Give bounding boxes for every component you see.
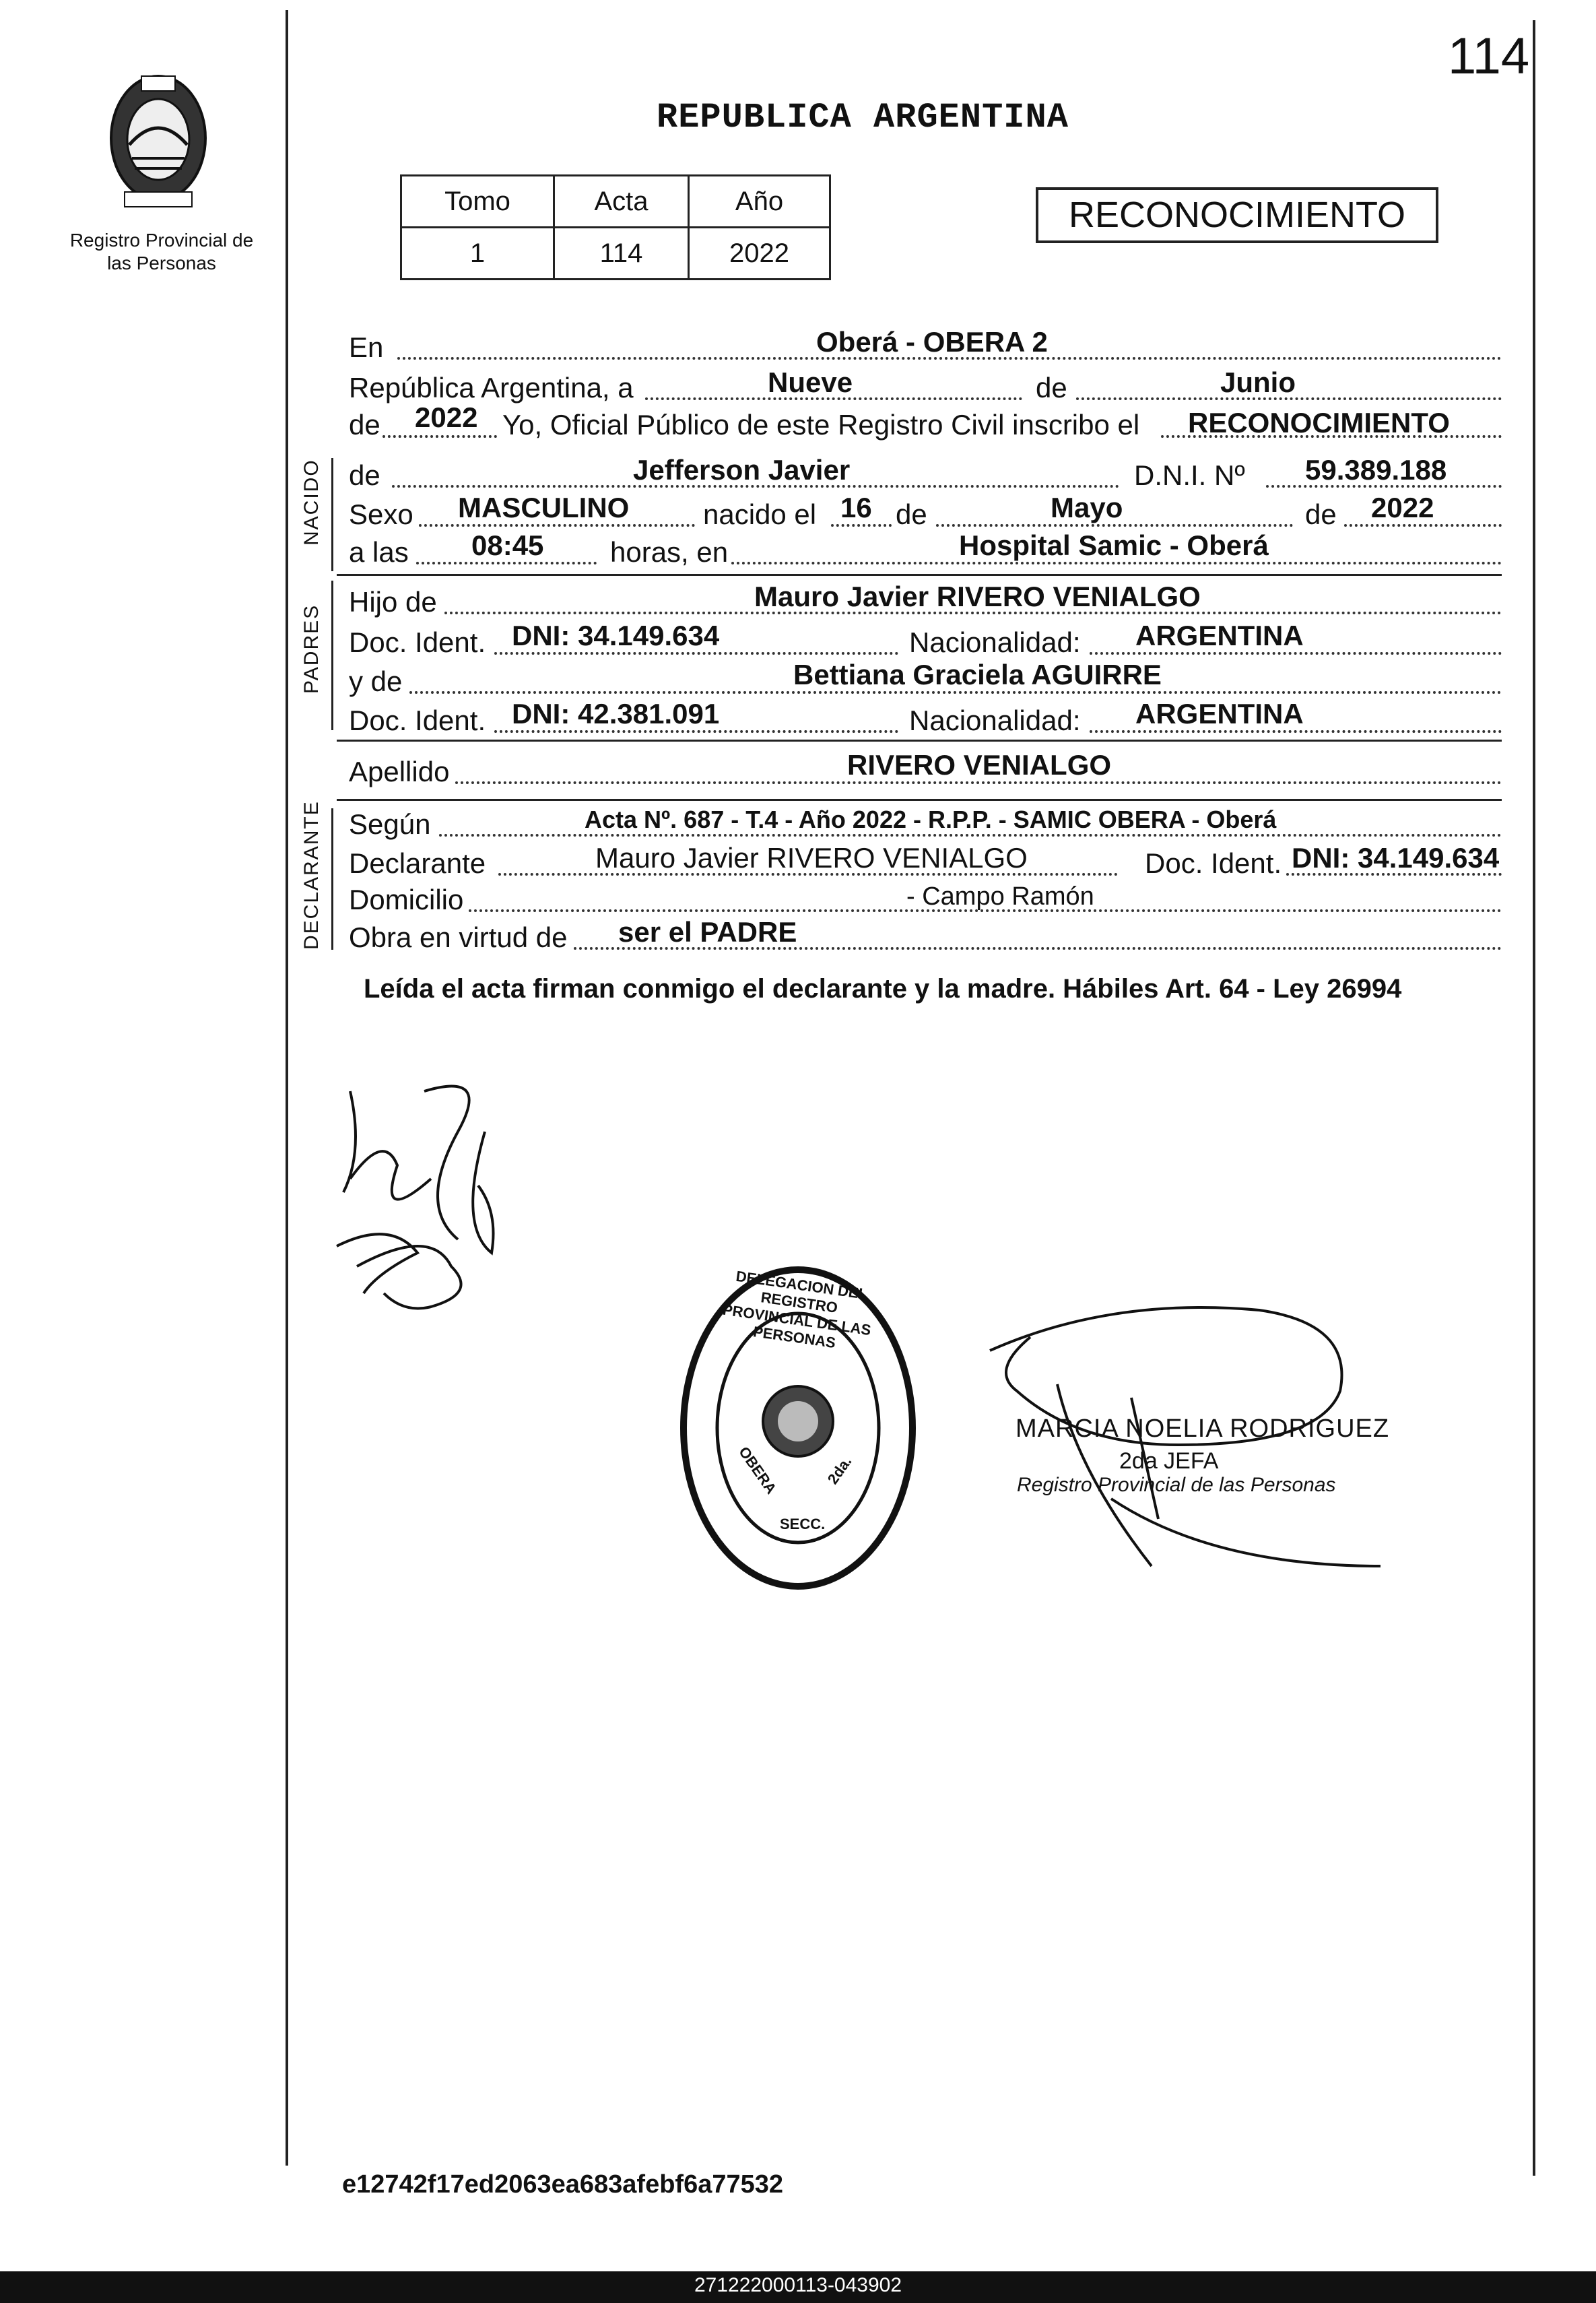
father-nat-dots — [1090, 652, 1502, 655]
footer-code: 271222000113-043902 — [694, 2274, 902, 2296]
province-emblem — [88, 64, 229, 212]
father-doc-value: DNI: 34.149.634 — [512, 620, 720, 651]
registry-name: Registro Provincial de las Personas — [69, 230, 254, 273]
official-role: 2da JEFA — [1119, 1448, 1219, 1474]
yde-label: y de — [349, 666, 403, 697]
child-name-value: Jefferson Javier — [633, 454, 851, 486]
apellido-label: Apellido — [349, 756, 450, 787]
mother-dots — [409, 691, 1502, 694]
domicilio-value: - Campo Ramón — [906, 882, 1094, 911]
birth-day-dots — [831, 524, 892, 527]
nacido-label: nacido el — [703, 498, 817, 530]
father-doc-label: Doc. Ident. — [349, 626, 486, 658]
official-name: MARCIA NOELIA RODRIGUEZ — [1016, 1415, 1390, 1443]
tomo-acta-ano-table — [400, 174, 831, 280]
mother-doc-label: Doc. Ident. — [349, 705, 486, 736]
document-title: REPUBLICA ARGENTINA — [657, 98, 1069, 137]
inscribo-label: Yo, Oficial Público de este Registro Civil inscribo el — [502, 409, 1140, 441]
segun-label: Según — [349, 808, 431, 840]
closing-note: Leída el acta firman conmigo el declarante y la madre. Hábiles Art. 64 - Ley 26994 — [364, 974, 1402, 1004]
day-value: Nueve — [768, 366, 853, 398]
sexo-label: Sexo — [349, 498, 413, 530]
padres-separator — [337, 740, 1502, 742]
name-label: de — [349, 459, 380, 491]
page-number: 114 — [1448, 28, 1530, 85]
act-type-box: RECONOCIMIENTO — [1036, 187, 1438, 243]
tomo-header: Tomo — [401, 176, 554, 228]
tomo-value: 1 — [401, 228, 554, 280]
birth-day-value: 16 — [840, 492, 872, 523]
month-value: Junio — [1220, 366, 1296, 398]
birth-month-value: Mayo — [1051, 492, 1123, 523]
side-label-declarante: DECLARANTE — [300, 800, 323, 950]
declarante-label: Declarante — [349, 847, 486, 879]
apellido-separator — [337, 799, 1502, 801]
side-label-padres: PADRES — [300, 604, 323, 694]
document-hash: e12742f17ed2063ea683afebf6a77532 — [342, 2170, 783, 2199]
birth-year-value: 2022 — [1371, 492, 1434, 523]
seal-inner-line-1: OBERA — [735, 1444, 780, 1497]
birth-month-dots — [936, 524, 1293, 527]
seal-inner-line-3: SECC. — [780, 1516, 826, 1532]
republica-label: República Argentina, a — [349, 372, 634, 403]
father-nat-value: ARGENTINA — [1135, 620, 1304, 651]
segun-dots — [439, 834, 1502, 837]
ano-header: Año — [689, 176, 830, 228]
domicilio-label: Domicilio — [349, 884, 464, 915]
dni-label: D.N.I. Nº — [1134, 459, 1245, 491]
mother-doc-dots — [494, 730, 898, 733]
year-value: 2022 — [415, 401, 478, 433]
declarant-signature — [323, 1051, 532, 1334]
declarante-doc-label: Doc. Ident. — [1145, 847, 1282, 879]
nacido-separator — [337, 574, 1502, 576]
declarante-value: Mauro Javier RIVERO VENIALGO — [595, 842, 1028, 874]
official-office: Registro Provincial de las Personas — [1017, 1474, 1336, 1496]
act-word-value: RECONOCIMIENTO — [1188, 407, 1450, 439]
de-label-month: de — [1036, 372, 1067, 403]
obra-value: ser el PADRE — [618, 916, 797, 948]
mother-doc-value: DNI: 42.381.091 — [512, 698, 720, 729]
child-dni-value: 59.389.188 — [1305, 454, 1447, 486]
hijo-label: Hijo de — [349, 586, 437, 618]
side-label-nacido: NACIDO — [300, 459, 323, 546]
surname-dots — [455, 781, 1502, 784]
seal-ring-text: DELEGACION DEL REGISTRO PROVINCIAL DE LAS PERSONAS — [721, 1267, 872, 1352]
segun-value: Acta Nº. 687 - T.4 - Año 2022 - R.P.P. - SAMIC OBERA - Oberá — [585, 806, 1277, 833]
mother-nat-dots — [1090, 730, 1502, 733]
acta-header: Acta — [554, 176, 689, 228]
birth-place-value: Hospital Samic - Oberá — [959, 529, 1269, 561]
mother-value: Bettiana Graciela AGUIRRE — [793, 659, 1162, 690]
mother-nat-value: ARGENTINA — [1135, 698, 1304, 729]
mother-nat-label: Nacionalidad: — [909, 705, 1081, 736]
father-nat-label: Nacionalidad: — [909, 626, 1081, 658]
sex-dots — [419, 524, 695, 527]
place-value: Oberá - OBERA 2 — [816, 326, 1048, 358]
nacido-bracket — [331, 458, 333, 571]
birth-time-value: 08:45 — [471, 529, 544, 561]
de-label-bmonth: de — [896, 498, 927, 530]
surname-value: RIVERO VENIALGO — [847, 749, 1112, 781]
en-label: En — [349, 331, 384, 363]
father-doc-dots — [494, 652, 898, 655]
horas-label: horas, en — [610, 536, 729, 568]
right-margin-line — [1533, 20, 1535, 2176]
de-label-byear: de — [1305, 498, 1337, 530]
birth-year-dots — [1344, 524, 1502, 527]
alas-label: a las — [349, 536, 409, 568]
birth-place-dots — [731, 562, 1502, 564]
de-label-year: de — [349, 409, 380, 441]
padres-bracket — [331, 581, 333, 730]
acta-value: 114 — [554, 228, 689, 280]
time-dots — [416, 562, 597, 564]
obra-label: Obra en virtud de — [349, 921, 568, 953]
year-dots — [383, 435, 497, 438]
seal-inner-line-2: 2da. — [824, 1453, 855, 1487]
declarante-bracket — [331, 808, 333, 950]
father-value: Mauro Javier RIVERO VENIALGO — [754, 581, 1201, 612]
declarante-doc-value: DNI: 34.149.634 — [1292, 842, 1500, 874]
sex-value: MASCULINO — [458, 492, 630, 523]
ano-value: 2022 — [689, 228, 830, 280]
left-margin-line — [286, 10, 288, 2166]
